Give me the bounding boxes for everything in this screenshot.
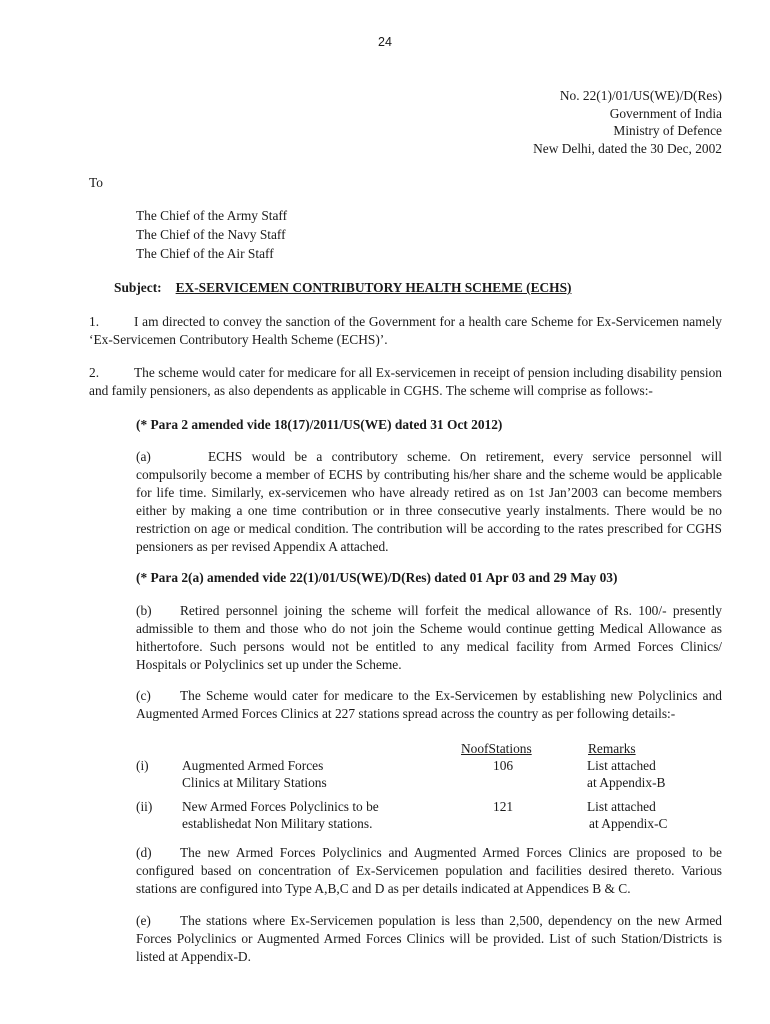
addressee-navy: The Chief of the Navy Staff	[136, 227, 286, 242]
subject-label: Subject:	[114, 280, 162, 295]
header-no-of-stations: NoofStations	[461, 741, 532, 756]
table-row-2-index: (ii)	[136, 799, 153, 814]
ministry-line: Ministry of Defence	[613, 123, 722, 138]
paragraph-2c	[136, 687, 722, 723]
table-row-1-stations: 106	[493, 758, 514, 773]
government-line: Government of India	[609, 105, 722, 121]
paragraph-1	[89, 313, 722, 349]
reference-number: No. 22(1)/01/US(WE)/D(Res)	[559, 88, 722, 103]
paragraph-2e-text: The stations where Ex-Servicemen population is less than 2,500, dependency on the new Armed Forces Polyclinics or Augmented Armed Forces Clinics will be provided. List of such Station/Districts is listed at Appendix-D.	[136, 913, 722, 964]
table-row-1-index: (i)	[136, 758, 149, 773]
place-date-line: New Delhi, dated the 30 Dec, 2002	[533, 140, 722, 156]
table-row-2-stations: 121	[493, 799, 514, 814]
paragraph-2d	[136, 844, 722, 898]
paragraph-2c-number: (c)	[136, 688, 151, 703]
table-row-1-description-line2: Clinics at Military Stations	[182, 775, 327, 790]
amendment-note-2: (* Para 2(a) amended vide 22(1)/01/US(WE)/D(Res) dated 01 Apr 03 and 29 May 03)	[136, 570, 618, 585]
paragraph-2a-number: (a)	[136, 449, 151, 464]
addressee-air: The Chief of the Air Staff	[136, 246, 274, 261]
paragraph-1-number: 1.	[89, 314, 100, 329]
paragraph-2e	[136, 912, 722, 966]
addressee-list	[136, 206, 287, 263]
table-row-1-remarks-line2: at Appendix-B	[587, 775, 666, 790]
header-remarks: Remarks	[588, 741, 636, 756]
paragraph-2e-number: (e)	[136, 913, 151, 928]
paragraph-2b	[136, 602, 722, 674]
paragraph-2	[89, 364, 722, 400]
table-row-2-remarks: List attached	[587, 799, 656, 814]
paragraph-2-text: The scheme would cater for medicare for all Ex-servicemen in receipt of pension including disability pension and family pensioners, as also dependents as applicable in CGHS. The scheme will comprise as follows:-	[89, 365, 722, 398]
amendment-note-1: (* Para 2 amended vide 18(17)/2011/US(WE) dated 31 Oct 2012)	[136, 417, 503, 432]
table-row-2-description-line2: establishedat Non Military stations.	[182, 816, 373, 831]
to-label: To	[89, 175, 103, 190]
subject-line	[114, 279, 572, 297]
table-row-1-description: Augmented Armed Forces	[182, 758, 324, 773]
paragraph-2a	[136, 448, 722, 556]
paragraph-2a-text: ECHS would be a contributory scheme. On retirement, every service personnel will compulsorily become a member of ECHS by contributing his/her share and the scheme would be applicable for life time. Similarly, ex-servicemen who have already retired as on 1st Jan’2003 can become members either by making a one time contribution or in three consecutive yearly instalments. There would be no restriction on age or medical condition. The contribution will be according to the rates prescribed for CGHS pensioners as per revised Appendix A attached.	[136, 449, 722, 554]
paragraph-2-number: 2.	[89, 365, 100, 380]
table-row-2-description: New Armed Forces Polyclinics to be	[182, 799, 379, 814]
subject-text: EX-SERVICEMEN CONTRIBUTORY HEALTH SCHEME (ECHS)	[175, 280, 572, 295]
paragraph-2c-text: The Scheme would cater for medicare to the Ex-Servicemen by establishing new Polyclinics and Augmented Armed Forces Clinics at 227 stations spread across the country as per following details:-	[136, 688, 722, 721]
paragraph-2b-text: Retired personnel joining the scheme will forfeit the medical allowance of Rs. 100/- presently admissible to them and those who do not join the Scheme would continue getting Medical Allowance as hithertofore. Such persons would not be entitled to any medical facility from Armed Forces Clinics/ Hospitals or Polyclinics set up under the Scheme.	[136, 603, 722, 672]
table-row-1-remarks: List attached	[587, 758, 656, 773]
paragraph-2d-number: (d)	[136, 845, 152, 860]
reference-block	[533, 87, 722, 157]
paragraph-1-text: I am directed to convey the sanction of the Government for a health care Scheme for Ex-Servicemen namely ‘Ex-Servicemen Contributory Health Scheme (ECHS)’.	[89, 314, 722, 347]
paragraph-2b-number: (b)	[136, 603, 152, 618]
table-row-2-remarks-line2: at Appendix-C	[589, 816, 668, 831]
addressee-army: The Chief of the Army Staff	[136, 208, 288, 223]
page-number: 24	[378, 35, 392, 49]
paragraph-2d-text: The new Armed Forces Polyclinics and Augmented Armed Forces Clinics are proposed to be configured based on concentration of Ex-Servicemen population and facilities desired thereto. Various stations are configured into Type A,B,C and D as per details indicated at Appendices B & C.	[136, 845, 722, 896]
